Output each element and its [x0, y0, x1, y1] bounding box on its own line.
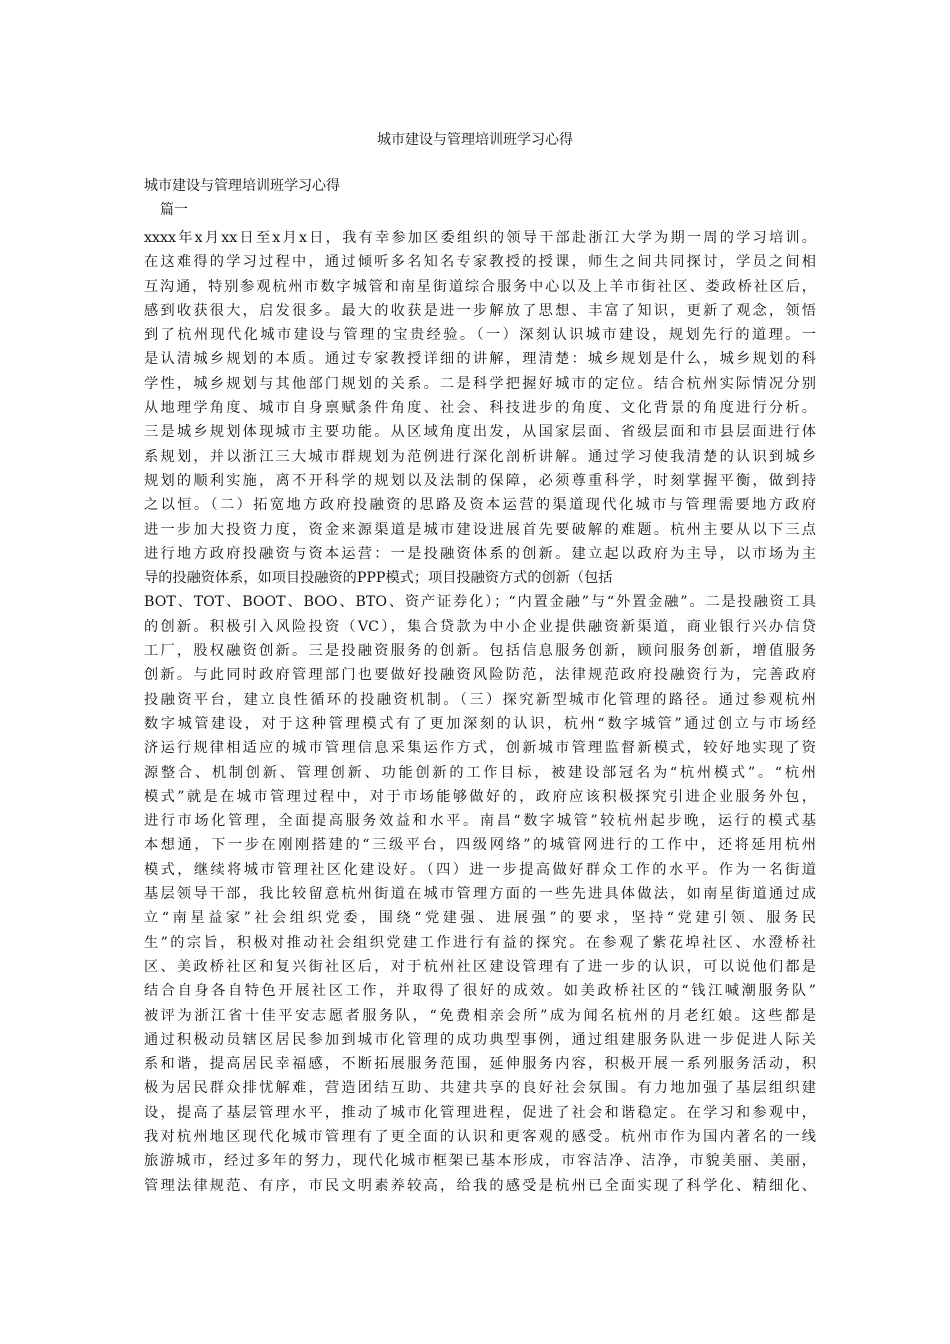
text-line: xxxx年x月xx日至x月x日，我有幸参加区委组织的领导干部赴浙江大学为期一周的学习培训。 — [144, 230, 816, 246]
text-line: 济运行规律相适应的城市管理信息采集运作方式，创新城市管理监督新模式，较好地实现了资 — [144, 740, 816, 757]
text-line: 在这难得的学习过程中，通过倾听多名知名专家教授的授课，师生之间共同探讨，学员之间相 — [144, 254, 816, 271]
text-line: 感到收获很大，启发很多。最大的收获是进一步解放了思想、丰富了知识，更新了观念，领悟 — [144, 302, 816, 319]
text-line: 是认清城乡规划的本质。通过专家教授详细的讲解，理清楚：城乡规划是什么，城乡规划的科 — [144, 351, 816, 368]
text-line: 导的投融资体系，如项目投融资的PPP模式；项目投融资方式的创新（包括 — [144, 570, 613, 587]
text-line: 生”的宗旨，积极对推动社会组织党建工作进行有益的探究。在参观了紫花埠社区、水澄桥社 — [144, 934, 816, 951]
text-line: 极为居民群众排忧解难，营造团结互助、共建共享的良好社会氛围。有力地加强了基层组织建 — [144, 1080, 816, 1097]
text-line: 规划的顺利实施，离不开科学的规划以及法制的保障，必须尊重科学，时刻掌握平衡，做到持 — [144, 472, 816, 489]
text-line: 学性，城乡规划与其他部门规划的关系。二是科学把握好城市的定位。结合杭州实际情况分别 — [144, 375, 816, 392]
text-line: 从地理学角度、城市自身禀赋条件角度、社会、科技进步的角度、文化背景的角度进行分析。 — [144, 400, 816, 417]
text-line: 立“南星益家”社会组织党委，围绕“党建强、进展强”的要求，坚持“党建引领、服务民 — [144, 910, 816, 927]
text-line: 通过积极动员辖区居民参加到城市化管理的成功典型事例，通过组建服务队进一步促进人际关 — [144, 1031, 816, 1048]
text-line: 数字城管建设，对于这种管理模式有了更加深刻的认识，杭州“数字城管”通过创立与市场经 — [144, 715, 816, 732]
text-line: 三是城乡规划体现城市主要功能。从区域角度出发，从国家层面、省级层面和市县层面进行体 — [144, 424, 816, 441]
text-line: 模式”就是在城市管理过程中，对于市场能够做好的，政府应该积极探究引进企业服务外包， — [144, 788, 816, 805]
text-line: 进行市场化管理，全面提高服务效益和水平。南昌“数字城管”较杭州起步晚，运行的模式基 — [144, 813, 816, 830]
text-line: BOT、TOT、BOOT、BOO、BTO、资产证券化）；“内置金融”与“外置金融”。二是投融资工具 — [144, 594, 816, 611]
text-line: 我对杭州地区现代化城市管理有了更全面的认识和更客观的感受。杭州市作为国内著名的一线 — [144, 1128, 816, 1145]
document-subtitle: 城市建设与管理培训班学习心得 — [144, 178, 340, 194]
text-line: 互沟通，特别参观杭州市数字城管和南星街道综合服务中心以及上羊市街社区、娄政桥社区后， — [144, 278, 816, 295]
text-line: 区、美政桥社区和复兴街社区后，对于杭州社区建设管理有了进一步的认识，可以说他们都是 — [144, 958, 816, 975]
text-line: 源整合、机制创新、管理创新、功能创新的工作目标，被建设部冠名为“杭州模式”。“杭州 — [144, 764, 816, 781]
text-line: 进一步加大投资力度，资金来源渠道是城市建设进展首先要破解的难题。杭州主要从以下三点 — [144, 521, 816, 538]
text-line: 投融资平台，建立良性循环的投融资机制。（三）探究新型城市化管理的路径。通过参观杭州 — [144, 691, 816, 708]
text-line: 创新。与此同时政府管理部门也要做好投融资风险防范，法律规范政府投融资行为，完善政府 — [144, 667, 816, 684]
text-line: 的创新。积极引入风险投资（VC），集合贷款为中小企业提供融资新渠道，商业银行兴办信贷 — [144, 618, 816, 635]
text-line: 被评为浙江省十佳平安志愿者服务队，“免费相亲会所”成为闻名杭州的月老红娘。这些都是 — [144, 1007, 816, 1024]
text-line: 设，提高了基层管理水平，推动了城市化管理进程，促进了社会和谐稳定。在学习和参观中， — [144, 1104, 816, 1121]
text-line: 模式，继续将城市管理社区化建设好。（四）进一步提高做好群众工作的水平。作为一名街道 — [144, 861, 816, 878]
text-line: 本想通，下一步在刚刚搭建的“三级平台，四级网络”的城管网进行的工作中，还将延用杭州 — [144, 837, 816, 854]
text-line: 旅游城市，经过多年的努力，现代化城市框架已基本形成，市容洁净、洁净，市貌美丽、美丽， — [144, 1153, 816, 1170]
text-line: 结合自身各自特色开展社区工作，并取得了很好的成效。如美政桥社区的“钱江喊潮服务队” — [144, 983, 816, 1000]
part-label: 篇一 — [160, 202, 188, 218]
document-title: 城市建设与管理培训班学习心得 — [377, 132, 573, 148]
text-line: 到了杭州现代化城市建设与管理的宝贵经验。（一）深刻认识城市建设，规划先行的道理。一 — [144, 327, 816, 344]
text-line: 系规划，并以浙江三大城市群规划为范例进行深化剖析讲解。通过学习使我清楚的认识到城乡 — [144, 448, 816, 465]
text-line: 之以恒。（二）拓宽地方政府投融资的思路及资本运营的渠道现代化城市与管理需要地方政府 — [144, 497, 816, 514]
text-line: 进行地方政府投融资与资本运营：一是投融资体系的创新。建立起以政府为主导，以市场为主 — [144, 545, 816, 562]
text-line: 工厂，股权融资创新。三是投融资服务的创新。包括信息服务创新，顾问服务创新，增值服务 — [144, 643, 816, 660]
text-line: 系和谐，提高居民幸福感，不断拓展服务范围，延伸服务内容，积极开展一系列服务活动，积 — [144, 1056, 816, 1073]
body-text — [144, 226, 816, 1198]
text-line: 基层领导干部，我比较留意杭州街道在城市管理方面的一些先进具体做法，如南星街道通过成 — [144, 886, 816, 903]
text-line: 管理法律规范、有序，市民文明素养较高，给我的感受是杭州已全面实现了科学化、精细化、 — [144, 1177, 816, 1194]
